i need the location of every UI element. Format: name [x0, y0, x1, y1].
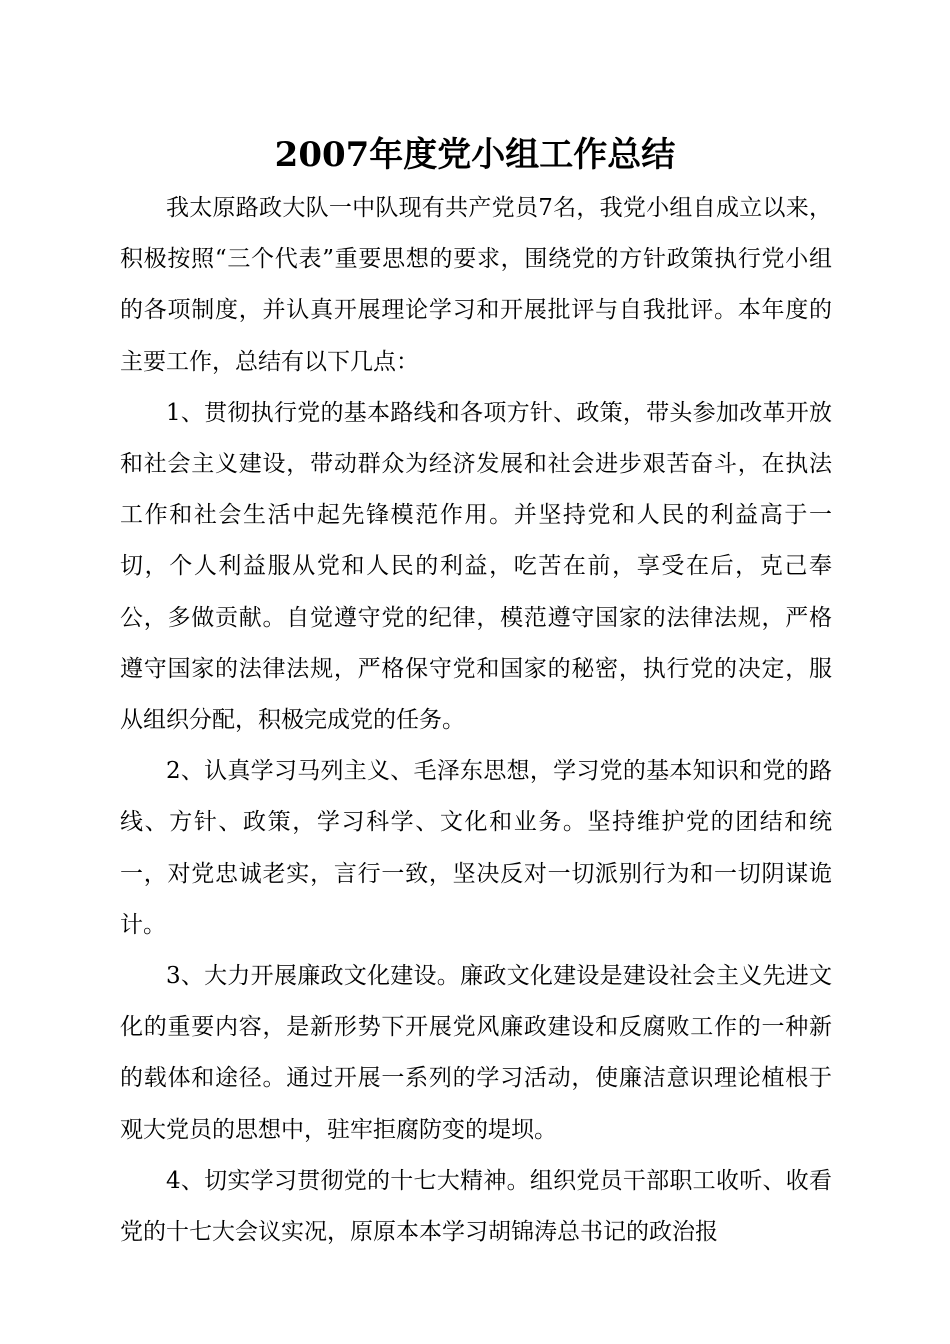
document-title: 2007年度党小组工作总结 — [274, 135, 676, 175]
paragraph-item-2: 2、认真学习马列主义、毛泽东思想，学习党的基本知识和党的路线、方针、政策，学习科学、文化和业务。坚持维护党的团结和统一，对党忠诚老实，言行一致，坚决反对一切派别行为和一切阴谋诡计。 — [120, 758, 832, 938]
paragraph-item-3: 3、大力开展廉政文化建设。廉政文化建设是建设社会主义先进文化的重要内容，是新形势下开展党风廉政建设和反腐败工作的一种新的载体和途径。通过开展一系列的学习活动，使廉洁意识理论植根于观大党员的思想中，驻牢拒腐防变的堤坝。 — [120, 963, 832, 1143]
paragraph-item-1: 1、贯彻执行党的基本路线和各项方针、政策，带头参加改革开放和社会主义建设，带动群众为经济发展和社会进步艰苦奋斗，在执法工作和社会生活中起先锋模范作用。并坚持党和人民的利益高于一切，个人利益服从党和人民的利益，吃苦在前，享受在后，克己奉公，多做贡献。自觉遵守党的纪律，模范遵守国家的法律法规，严格遵守国家的法律法规，严格保守党和国家的秘密，执行党的决定，服从组织分配，积极完成党的任务。 — [120, 399, 832, 734]
paragraph-intro: 我太原路政大队一中队现有共产党员7名，我党小组自成立以来，积极按照“三个代表”重要思想的要求，围绕党的方针政策执行党小组的各项制度，并认真开展理论学习和开展批评与自我批评。本年度的主要工作，总结有以下几点： — [120, 195, 832, 375]
document-body — [120, 183, 832, 1258]
paragraph-item-4: 4、切实学习贯彻党的十七大精神。组织党员干部职工收听、收看党的十七大会议实况，原原本本学习胡锦涛总书记的政治报 — [120, 1167, 832, 1246]
